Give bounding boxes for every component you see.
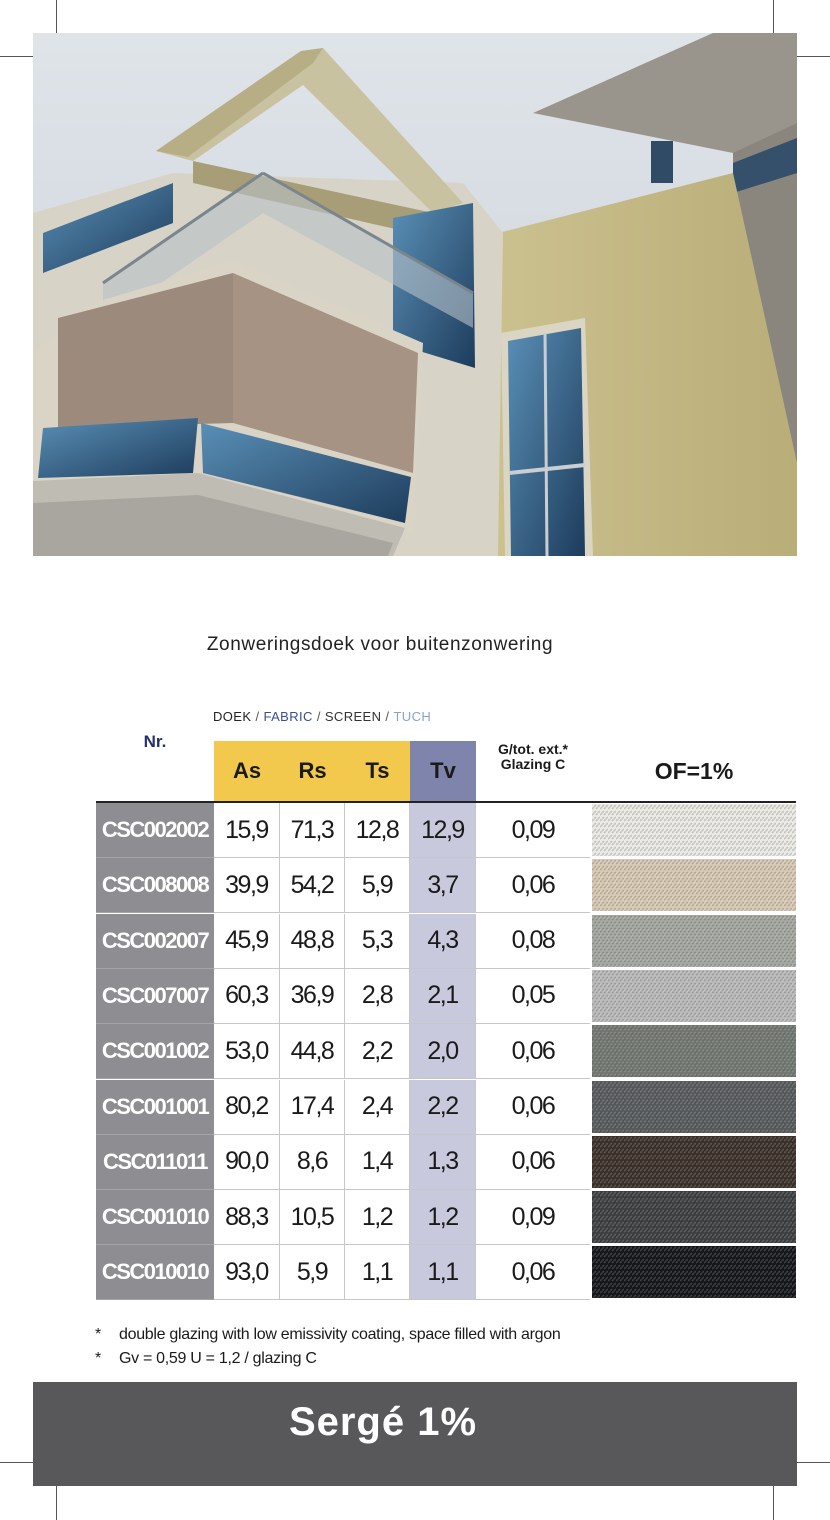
cell-gtot: 0,06	[476, 858, 590, 913]
cell-tv: 2,1	[410, 969, 476, 1024]
cell-tv: 12,9	[410, 803, 476, 858]
cell-ts: 2,4	[345, 1080, 410, 1135]
lang-separator: /	[255, 709, 260, 724]
footnote-text: double glazing with low emissivity coating, space filled with argon	[119, 1326, 561, 1343]
cell-nr: CSC001010	[96, 1190, 214, 1245]
table-row	[96, 1024, 796, 1079]
cell-as: 93,0	[214, 1245, 280, 1300]
footnote	[95, 1347, 560, 1371]
table-row	[96, 1135, 796, 1190]
cell-ts: 12,8	[345, 803, 410, 858]
header-ts: Ts	[345, 741, 410, 801]
cell-nr: CSC002002	[96, 803, 214, 858]
cell-ts: 5,9	[345, 858, 410, 913]
building-photo	[33, 33, 797, 556]
header-as: As	[214, 741, 280, 801]
cell-as: 45,9	[214, 914, 280, 969]
crop-mark	[56, 1480, 57, 1520]
cell-as: 60,3	[214, 969, 280, 1024]
footnote	[95, 1323, 560, 1347]
cell-gtot: 0,05	[476, 969, 590, 1024]
cell-as: 88,3	[214, 1190, 280, 1245]
cell-ts: 1,1	[345, 1245, 410, 1300]
cell-ts: 1,2	[345, 1190, 410, 1245]
cell-nr: CSC008008	[96, 858, 214, 913]
table-row	[96, 1190, 796, 1245]
fabric-swatch	[592, 1025, 796, 1077]
cell-rs: 17,4	[280, 1080, 345, 1135]
lang-separator: /	[385, 709, 390, 724]
cell-as: 90,0	[214, 1135, 280, 1190]
header-openness: OF=1%	[654, 757, 734, 784]
crop-mark	[773, 1480, 774, 1520]
footer-title: Sergé 1%	[288, 1399, 478, 1444]
cell-tv: 1,3	[410, 1135, 476, 1190]
cell-ts: 2,8	[345, 969, 410, 1024]
cell-nr: CSC007007	[96, 969, 214, 1024]
cell-as: 80,2	[214, 1080, 280, 1135]
fabric-swatch	[592, 804, 796, 856]
subtitle-text: Zonweringsdoek voor buitenzonwering	[206, 634, 554, 655]
cell-nr: CSC002007	[96, 914, 214, 969]
fabric-swatch	[592, 970, 796, 1022]
cell-gtot: 0,08	[476, 914, 590, 969]
header-gtot	[476, 742, 590, 772]
header-gtot-line2: Glazing C	[500, 756, 566, 772]
building-illustration	[33, 33, 797, 556]
cell-nr: CSC010010	[96, 1245, 214, 1300]
lang-fabric: FABRIC	[263, 709, 313, 724]
cell-gtot: 0,09	[476, 1190, 590, 1245]
table-row	[96, 914, 796, 969]
cell-ts: 1,4	[345, 1135, 410, 1190]
fabric-swatch	[592, 1136, 796, 1188]
cell-as: 39,9	[214, 858, 280, 913]
lang-tuch: TUCH	[393, 709, 432, 724]
header-rs: Rs	[280, 741, 345, 801]
table-row	[96, 1080, 796, 1135]
cell-tv: 1,2	[410, 1190, 476, 1245]
cell-rs: 36,9	[280, 969, 345, 1024]
cell-rs: 48,8	[280, 914, 345, 969]
header-nr: Nr.	[143, 732, 167, 751]
cell-tv: 2,0	[410, 1024, 476, 1079]
page-subtitle	[0, 634, 796, 656]
cell-gtot: 0,06	[476, 1245, 590, 1300]
cell-rs: 71,3	[280, 803, 345, 858]
header-tv: Tv	[410, 741, 476, 801]
cell-tv: 3,7	[410, 858, 476, 913]
footer-bar	[33, 1382, 797, 1486]
fabric-swatch	[592, 859, 796, 911]
cell-rs: 54,2	[280, 858, 345, 913]
cell-ts: 2,2	[345, 1024, 410, 1079]
table-row	[96, 803, 796, 858]
table-row	[96, 969, 796, 1024]
cell-rs: 44,8	[280, 1024, 345, 1079]
cell-gtot: 0,06	[476, 1080, 590, 1135]
cell-gtot: 0,06	[476, 1024, 590, 1079]
footnote-text: Gv = 0,59 U = 1,2 / glazing C	[119, 1350, 317, 1367]
table-row	[96, 1245, 796, 1300]
lang-doek: DOEK	[213, 709, 252, 724]
lang-screen: SCREEN	[324, 709, 382, 724]
cell-tv: 1,1	[410, 1245, 476, 1300]
lang-separator: /	[316, 709, 321, 724]
cell-gtot: 0,06	[476, 1135, 590, 1190]
cell-nr: CSC011011	[96, 1135, 214, 1190]
cell-nr: CSC001001	[96, 1080, 214, 1135]
header-gtot-line1: G/tot. ext.*	[497, 741, 568, 757]
cell-ts: 5,3	[345, 914, 410, 969]
cell-rs: 5,9	[280, 1245, 345, 1300]
footnote-mark: *	[95, 1350, 101, 1367]
cell-nr: CSC001002	[96, 1024, 214, 1079]
language-labels	[213, 709, 431, 724]
fabric-swatch	[592, 915, 796, 967]
fabric-swatch	[592, 1081, 796, 1133]
cell-gtot: 0,09	[476, 803, 590, 858]
cell-as: 15,9	[214, 803, 280, 858]
footnotes	[95, 1323, 560, 1371]
table-row	[96, 858, 796, 913]
fabric-swatch	[592, 1246, 796, 1298]
cell-tv: 2,2	[410, 1080, 476, 1135]
cell-as: 53,0	[214, 1024, 280, 1079]
cell-rs: 10,5	[280, 1190, 345, 1245]
cell-tv: 4,3	[410, 914, 476, 969]
cell-rs: 8,6	[280, 1135, 345, 1190]
fabric-swatch	[592, 1191, 796, 1243]
footnote-mark: *	[95, 1326, 101, 1343]
